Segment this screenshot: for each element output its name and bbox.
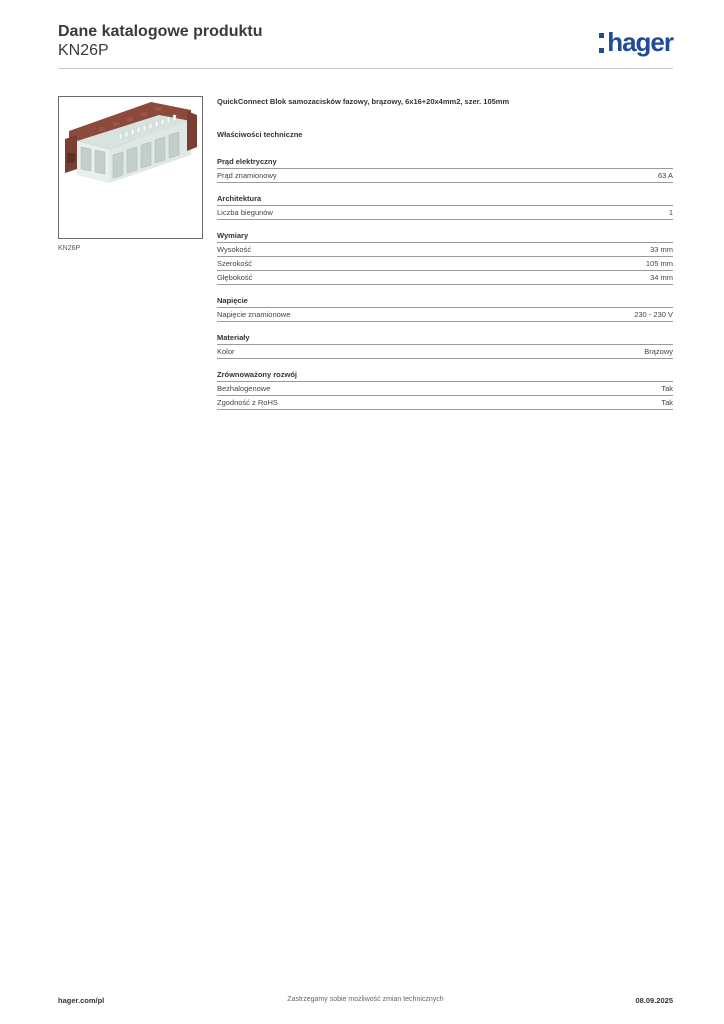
- footer-disclaimer: Zastrzegamy sobie możliwość zmian technicznych: [287, 996, 444, 1003]
- spec-row: [217, 308, 673, 322]
- spec-label: Szerokość: [217, 259, 253, 268]
- spec-row: [217, 345, 673, 359]
- product-description: QuickConnect Blok samozacisków fazowy, brązowy, 6x16+20x4mm2, szer. 105mm: [217, 97, 510, 106]
- spec-row: [217, 271, 673, 285]
- spec-value: 230 - 230 V: [634, 310, 673, 319]
- spec-group-title: Napięcie: [217, 295, 673, 308]
- page-title: Dane katalogowe produktu: [58, 23, 263, 40]
- spec-label: Kolor: [217, 347, 235, 356]
- spec-group-dimensions: [217, 230, 673, 285]
- spec-value: 34 mm: [650, 273, 673, 282]
- spec-row: [217, 257, 673, 271]
- spec-row: [217, 396, 673, 410]
- spec-value: 33 mm: [650, 245, 673, 254]
- spec-value: 63 A: [657, 171, 673, 180]
- spec-group-voltage: [217, 295, 673, 322]
- product-details: [217, 96, 673, 420]
- spec-group-title: Materiały: [217, 332, 673, 345]
- page-footer: [58, 996, 673, 1010]
- spec-value: Tak: [661, 384, 673, 393]
- footer-date: 08.09.2025: [635, 996, 673, 1005]
- footer-website-link[interactable]: hager.com/pl: [58, 996, 105, 1005]
- terminal-block-icon: [59, 97, 204, 240]
- spec-label: Zgodność z RoHS: [217, 398, 278, 407]
- spec-label: Liczba biegunów: [217, 208, 273, 217]
- spec-value: Tak: [661, 398, 673, 407]
- spec-row: [217, 382, 673, 396]
- spec-group-sustainability: [217, 369, 673, 410]
- spec-group-title: Zrównoważony rozwój: [217, 369, 673, 382]
- spec-label: Wysokość: [217, 245, 252, 254]
- product-image-caption: KN26P: [58, 245, 81, 252]
- spec-row: [217, 243, 673, 257]
- spec-value: Brązowy: [644, 347, 673, 356]
- spec-group-architecture: [217, 193, 673, 220]
- spec-group-current: [217, 156, 673, 183]
- spec-group-title: Architektura: [217, 193, 673, 206]
- spec-label: Głębokość: [217, 273, 253, 282]
- spec-value: 105 mm: [645, 259, 673, 268]
- product-code: KN26P: [58, 42, 109, 59]
- spec-value: 1: [668, 208, 673, 217]
- spec-group-materials: [217, 332, 673, 359]
- spec-label: Bezhalogenowe: [217, 384, 271, 393]
- spec-label: Napięcie znamionowe: [217, 310, 291, 319]
- page-header: [58, 22, 673, 69]
- spec-group-title: Prąd elektryczny: [217, 156, 673, 169]
- spec-row: [217, 206, 673, 220]
- spec-row: [217, 169, 673, 183]
- product-image: [58, 96, 203, 239]
- logo-text: hager: [607, 27, 673, 57]
- specs-section-title: Właściwości techniczne: [217, 130, 303, 139]
- logo-colon-icon: [599, 33, 605, 53]
- hager-logo: [599, 28, 673, 56]
- spec-group-title: Wymiary: [217, 230, 673, 243]
- spec-label: Prąd znamionowy: [217, 171, 277, 180]
